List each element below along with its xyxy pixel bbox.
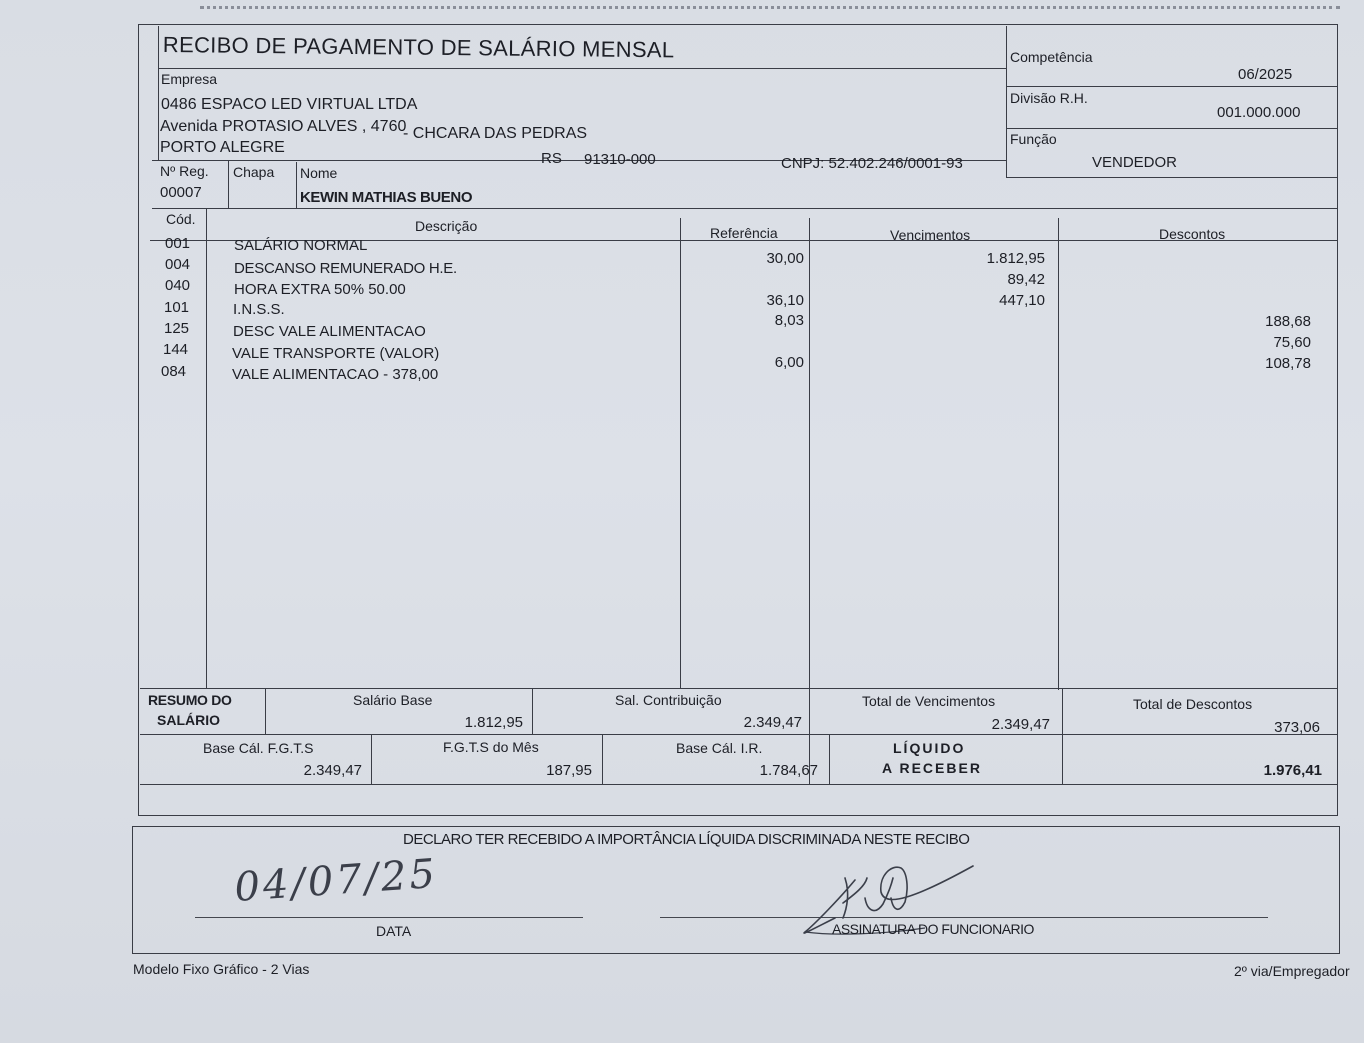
empresa-name: 0486 ESPACO LED VIRTUAL LTDA [161, 96, 418, 113]
funcao-value: VENDEDOR [1092, 154, 1178, 171]
perforation-edge [200, 6, 1340, 9]
salario-base-value: 1.812,95 [464, 714, 523, 731]
nome-label: Nome [300, 165, 338, 181]
empresa-city: PORTO ALEGRE [160, 139, 285, 156]
competencia-label: Competência [1010, 49, 1093, 65]
liquido-label-1: LÍQUIDO [893, 740, 966, 756]
col-referencia: Referência [710, 225, 778, 241]
row-descont: 108,78 [1265, 355, 1311, 372]
row-ref: 36,10 [766, 292, 804, 309]
empresa-district: - CHCARA DAS PEDRAS [403, 125, 588, 142]
base-fgts-value: 2.349,47 [303, 762, 362, 779]
total-desc-label: Total de Descontos [1133, 696, 1253, 712]
row-cod: 144 [163, 341, 189, 358]
reg-value: 00007 [160, 184, 202, 201]
footer-left: Modelo Fixo Gráfico - 2 Vias [133, 961, 310, 977]
base-ir-value: 1.784,67 [759, 762, 818, 779]
handwritten-date: 04/07/25 [233, 850, 440, 911]
row-cod: 001 [165, 235, 191, 252]
declaration-text: DECLARO TER RECEBIDO A IMPORTÂNCIA LÍQUIDA DISCRIMINADA NESTE RECIBO [403, 831, 970, 848]
fgts-mes-label: F.G.T.S do Mês [443, 739, 539, 755]
row-cod: 040 [165, 277, 191, 294]
document-title: RECIBO DE PAGAMENTO DE SALÁRIO MENSAL [162, 32, 675, 63]
footer-right: 2º via/Empregador [1234, 963, 1350, 979]
liquido-label-2: A RECEBER [882, 760, 982, 776]
row-desc: DESCANSO REMUNERADO H.E. [234, 260, 457, 277]
chapa-label: Chapa [233, 164, 275, 180]
reg-label: Nº Reg. [160, 163, 209, 179]
base-ir-label: Base Cál. I.R. [676, 740, 763, 756]
row-ref: 30,00 [766, 250, 804, 267]
row-venc: 1.812,95 [986, 250, 1045, 267]
resumo-label-1: RESUMO DO [148, 692, 232, 708]
liquido-value: 1.976,41 [1263, 762, 1322, 779]
empresa-label: Empresa [161, 71, 218, 87]
empresa-cep: 91310-000 [584, 151, 656, 168]
total-desc-value: 373,06 [1274, 719, 1320, 736]
col-descontos: Descontos [1159, 226, 1226, 242]
funcao-label: Função [1010, 131, 1057, 147]
row-desc: DESC VALE ALIMENTACAO [233, 323, 426, 340]
salario-base-label: Salário Base [353, 692, 433, 708]
row-venc: 89,42 [1007, 271, 1045, 288]
row-cod: 101 [164, 299, 190, 316]
divisao-value: 001.000.000 [1217, 104, 1301, 121]
fgts-mes-value: 187,95 [546, 762, 592, 779]
empresa-cnpj: CNPJ: 52.402.246/0001-93 [781, 155, 963, 172]
row-descont: 188,68 [1265, 313, 1311, 330]
row-descont: 75,60 [1273, 334, 1311, 351]
row-desc: VALE TRANSPORTE (VALOR) [232, 345, 440, 362]
base-fgts-label: Base Cál. F.G.T.S [203, 740, 314, 756]
total-venc-label: Total de Vencimentos [862, 693, 996, 709]
row-desc: HORA EXTRA 50% 50.00 [234, 281, 406, 298]
sal-contrib-label: Sal. Contribuição [615, 692, 722, 708]
row-cod: 125 [164, 320, 190, 337]
col-descricao: Descrição [415, 218, 478, 234]
employee-name: KEWIN MATHIAS BUENO [300, 189, 473, 206]
row-cod: 004 [165, 256, 191, 273]
date-line [195, 917, 583, 918]
row-venc: 447,10 [999, 292, 1045, 309]
row-desc: SALÁRIO NORMAL [234, 237, 368, 254]
divisao-label: Divisão R.H. [1010, 90, 1088, 106]
row-desc: I.N.S.S. [233, 301, 285, 318]
competencia-value: 06/2025 [1238, 66, 1293, 83]
row-desc: VALE ALIMENTACAO - 378,00 [232, 366, 439, 383]
col-cod: Cód. [166, 211, 196, 227]
row-cod: 084 [161, 363, 187, 380]
sal-contrib-value: 2.349,47 [743, 714, 802, 731]
empresa-address: Avenida PROTASIO ALVES , 4760 [160, 118, 407, 135]
total-venc-value: 2.349,47 [991, 716, 1050, 733]
date-label: DATA [376, 923, 412, 939]
col-vencimentos: Vencimentos [890, 227, 971, 243]
resumo-label-2: SALÁRIO [157, 712, 220, 728]
row-ref: 6,00 [774, 354, 804, 371]
row-ref: 8,03 [774, 312, 804, 329]
empresa-state: RS [541, 150, 562, 167]
signature-label: ASSINATURA DO FUNCIONARIO [832, 921, 1034, 937]
